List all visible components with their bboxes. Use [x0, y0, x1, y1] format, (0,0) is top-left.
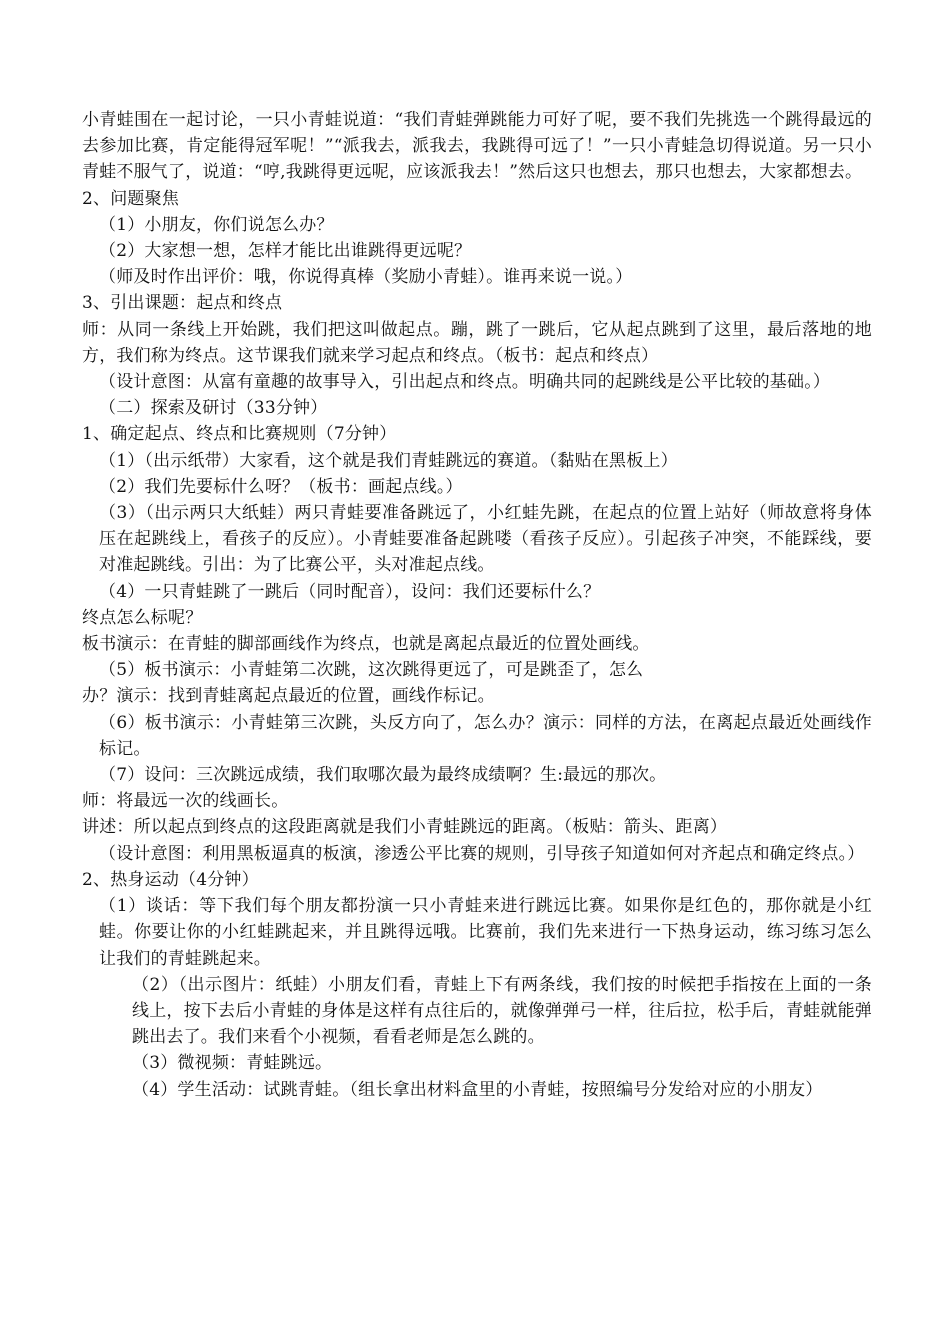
body-line: 板书演示：在青蛙的脚部画线作为终点，也就是离起点最近的位置处画线。	[82, 634, 650, 655]
story-paragraph: 小青蛙围在一起讨论，一只小青蛙说道：“我们青蛙弹跳能力可好了呢，要不我们先挑选一个跳得最远的去参加比赛，肯定能得冠军呢！”“派我去，派我去，我跳得可远了！”一只小青蛙急切得说道。另一只小青蛙不服气了，说道：“哼,我跳得更远呢，应该派我去！”然后这只也想去，那只也想去，大家都想去。	[82, 110, 872, 183]
list-item: （1）小朋友，你们说怎么办？	[99, 214, 334, 235]
list-item: （3）（出示两只大纸蛙）两只青蛙要准备跳远了，小红蛙先跳，在起点的位置上站好（师故意将身体压在起跳线上，看孩子的反应）。小青蛙要准备起跳喽（看孩子反应）。引起孩子冲突，不能踩线，要对准起跳线。引出：为了比赛公平，头对准起点线。	[99, 503, 872, 576]
list-item: （4）一只青蛙跳了一跳后（同时配音），设问：我们还要标什么？	[99, 581, 601, 602]
body-line: 办？演示：找到青蛙离起点最近的位置，画线作标记。	[82, 686, 495, 707]
list-item: （1）谈话：等下我们每个朋友都扮演一只小青蛙来进行跳远比赛。如果你是红色的，那你就是小红蛙。你要让你的小红蛙跳起来，并且跳得远哦。比赛前，我们先来进行一下热身运动，练习练习怎么让我们的青蛙跳起来。	[99, 896, 872, 969]
list-item: （2）大家想一想，怎样才能比出谁跳得更远呢？	[99, 241, 472, 262]
document-body	[82, 107, 872, 1103]
design-intent-note: （设计意图：利用黑板逼真的板演，渗透公平比赛的规则，引导孩子知道如何对齐起点和确定终点。）	[99, 843, 865, 864]
list-item: （3）微视频：青蛙跳远。	[132, 1053, 333, 1074]
section-heading: 3、引出课题：起点和终点	[82, 293, 283, 314]
section-heading: 1、确定起点、终点和比赛规则（7分钟）	[82, 424, 397, 445]
list-item: （1）（出示纸带）大家看，这个就是我们青蛙跳远的赛道。（黏贴在黑板上）	[99, 450, 678, 471]
teacher-paragraph: 师：从同一条线上开始跳，我们把这叫做起点。蹦，跳了一跳后，它从起点跳到了这里，最后落地的地方，我们称为终点。这节课我们就来学习起点和终点。（板书：起点和终点）	[82, 319, 872, 366]
body-line: 师：将最远一次的线画长。	[82, 791, 289, 812]
body-line: 终点怎么标呢？	[82, 607, 203, 628]
list-item: （7）设问：三次跳远成绩，我们取哪次最为最终成绩啊？生:最远的那次。	[99, 765, 667, 786]
list-item: （6）板书演示：小青蛙第三次跳，头反方向了，怎么办？演示：同样的方法，在离起点最近处画线作标记。	[99, 712, 872, 759]
body-line: 讲述：所以起点到终点的这段距离就是我们小青蛙跳远的距离。（板贴：箭头、距离）	[82, 817, 728, 838]
list-item: （2）我们先要标什么呀？（板书：画起点线。）	[99, 476, 463, 497]
section-heading: 2、热身运动（4分钟）	[82, 869, 259, 890]
design-intent-note: （设计意图：从富有童趣的故事导入，引出起点和终点。明确共同的起跳线是公平比较的基础。）	[99, 372, 831, 393]
list-item: （2）（出示图片：纸蛙）小朋友们看，青蛙上下有两条线，我们按的时候把手指按在上面的一条线上，按下去后小青蛙的身体是这样有点往后的，就像弹弹弓一样，往后拉，松手后，青蛙就能弹跳出去了。我们来看个小视频，看看老师是怎么跳的。	[132, 974, 872, 1048]
section-heading: 2、问题聚焦	[82, 188, 180, 209]
list-item: （5）板书演示：小青蛙第二次跳，这次跳得更远了，可是跳歪了，怎么	[99, 660, 644, 681]
part-heading: （二）探索及研讨（33分钟）	[99, 398, 328, 419]
list-item: （4）学生活动：试跳青蛙。（组长拿出材料盒里的小青蛙，按照编号分发给对应的小朋友）	[132, 1079, 823, 1100]
teacher-note: （师及时作出评价：哦，你说得真棒（奖励小青蛙）。谁再来说一说。）	[99, 267, 633, 288]
